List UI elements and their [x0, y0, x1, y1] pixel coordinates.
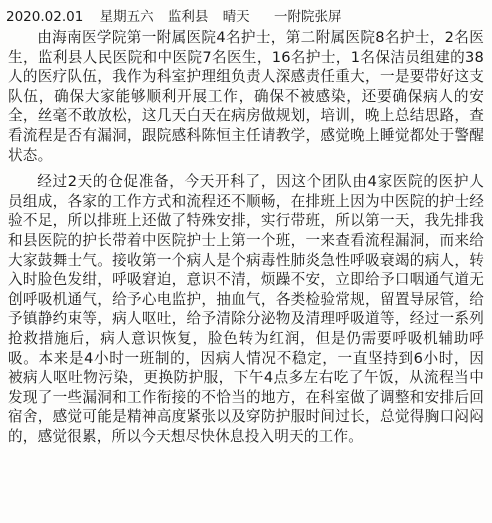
entry-weekday: 星期五六 — [99, 9, 154, 25]
entry-date: 2020.02.01 — [6, 9, 84, 25]
diary-header — [6, 4, 486, 30]
entry-author: 一附院张屏 — [273, 9, 342, 25]
diary-body — [8, 28, 484, 446]
entry-weather: 晴天 — [222, 9, 250, 25]
entry-location: 监利县 — [167, 9, 209, 25]
paragraph-team-intro: 由海南医学院第一附属医院4名护士，第二附属医院8名护士，2名医生，监利县人民医院和中医院7名医生，16名护士，1名保洁员组建的38人的医疗队伍，我作为科室护理组负责人深感责任重大，一是要带好这支队伍，确保大家能够顺利开展工作，确保不被感染，还要确保病人的安全，丝毫不敢放松，这几天白天在病房做规划，培训，晚上总结思路，查看流程是否有漏洞，跟院感科陈恒主任请教学，感觉晚上睡觉都处于警醒状态。 — [8, 29, 484, 164]
paragraph-first-shift: 经过2天的仓促准备，今天开科了，因这个团队由4家医院的医护人员组成，各家的工作方式和流程还不顺畅，在排班上因为中医院的护士经验不足，所以排班上还做了特殊安排，实行带班，所以第一天，我先排我和县医院的护长带着中医院护士上第一个班，一来查看流程漏洞，而来给大家鼓舞士气。接收第一个病人是个病毒性肺炎急性呼吸衰竭的病人，转入时脸色发绀，呼吸窘迫，意识不清，烦躁不安，立即给予口咽通气道无创呼吸机通气，给予心电监护，抽血气，各类检验常规，留置导尿管，给予镇静约束等，病人呕吐，给予清除分泌物及清理呼吸道等，经过一系列抢救措施后，病人意识恢复，脸色转为红润，但是仍需要呼吸机辅助呼吸。本来是4小时一班制的，因病人情况不稳定，一直坚持到6小时，因被病人呕吐物污染，更换防护服，下午4点多左右吃了午饭，从流程当中发现了一些漏洞和工作衔接的不恰当的地方，在科室做了调整和安排后回宿舍，感觉可能是精神高度紧张以及穿防护服时间过长，总觉得胸口闷闷的，感觉很累，所以今天想尽快休息投入明天的工作。 — [8, 173, 484, 445]
